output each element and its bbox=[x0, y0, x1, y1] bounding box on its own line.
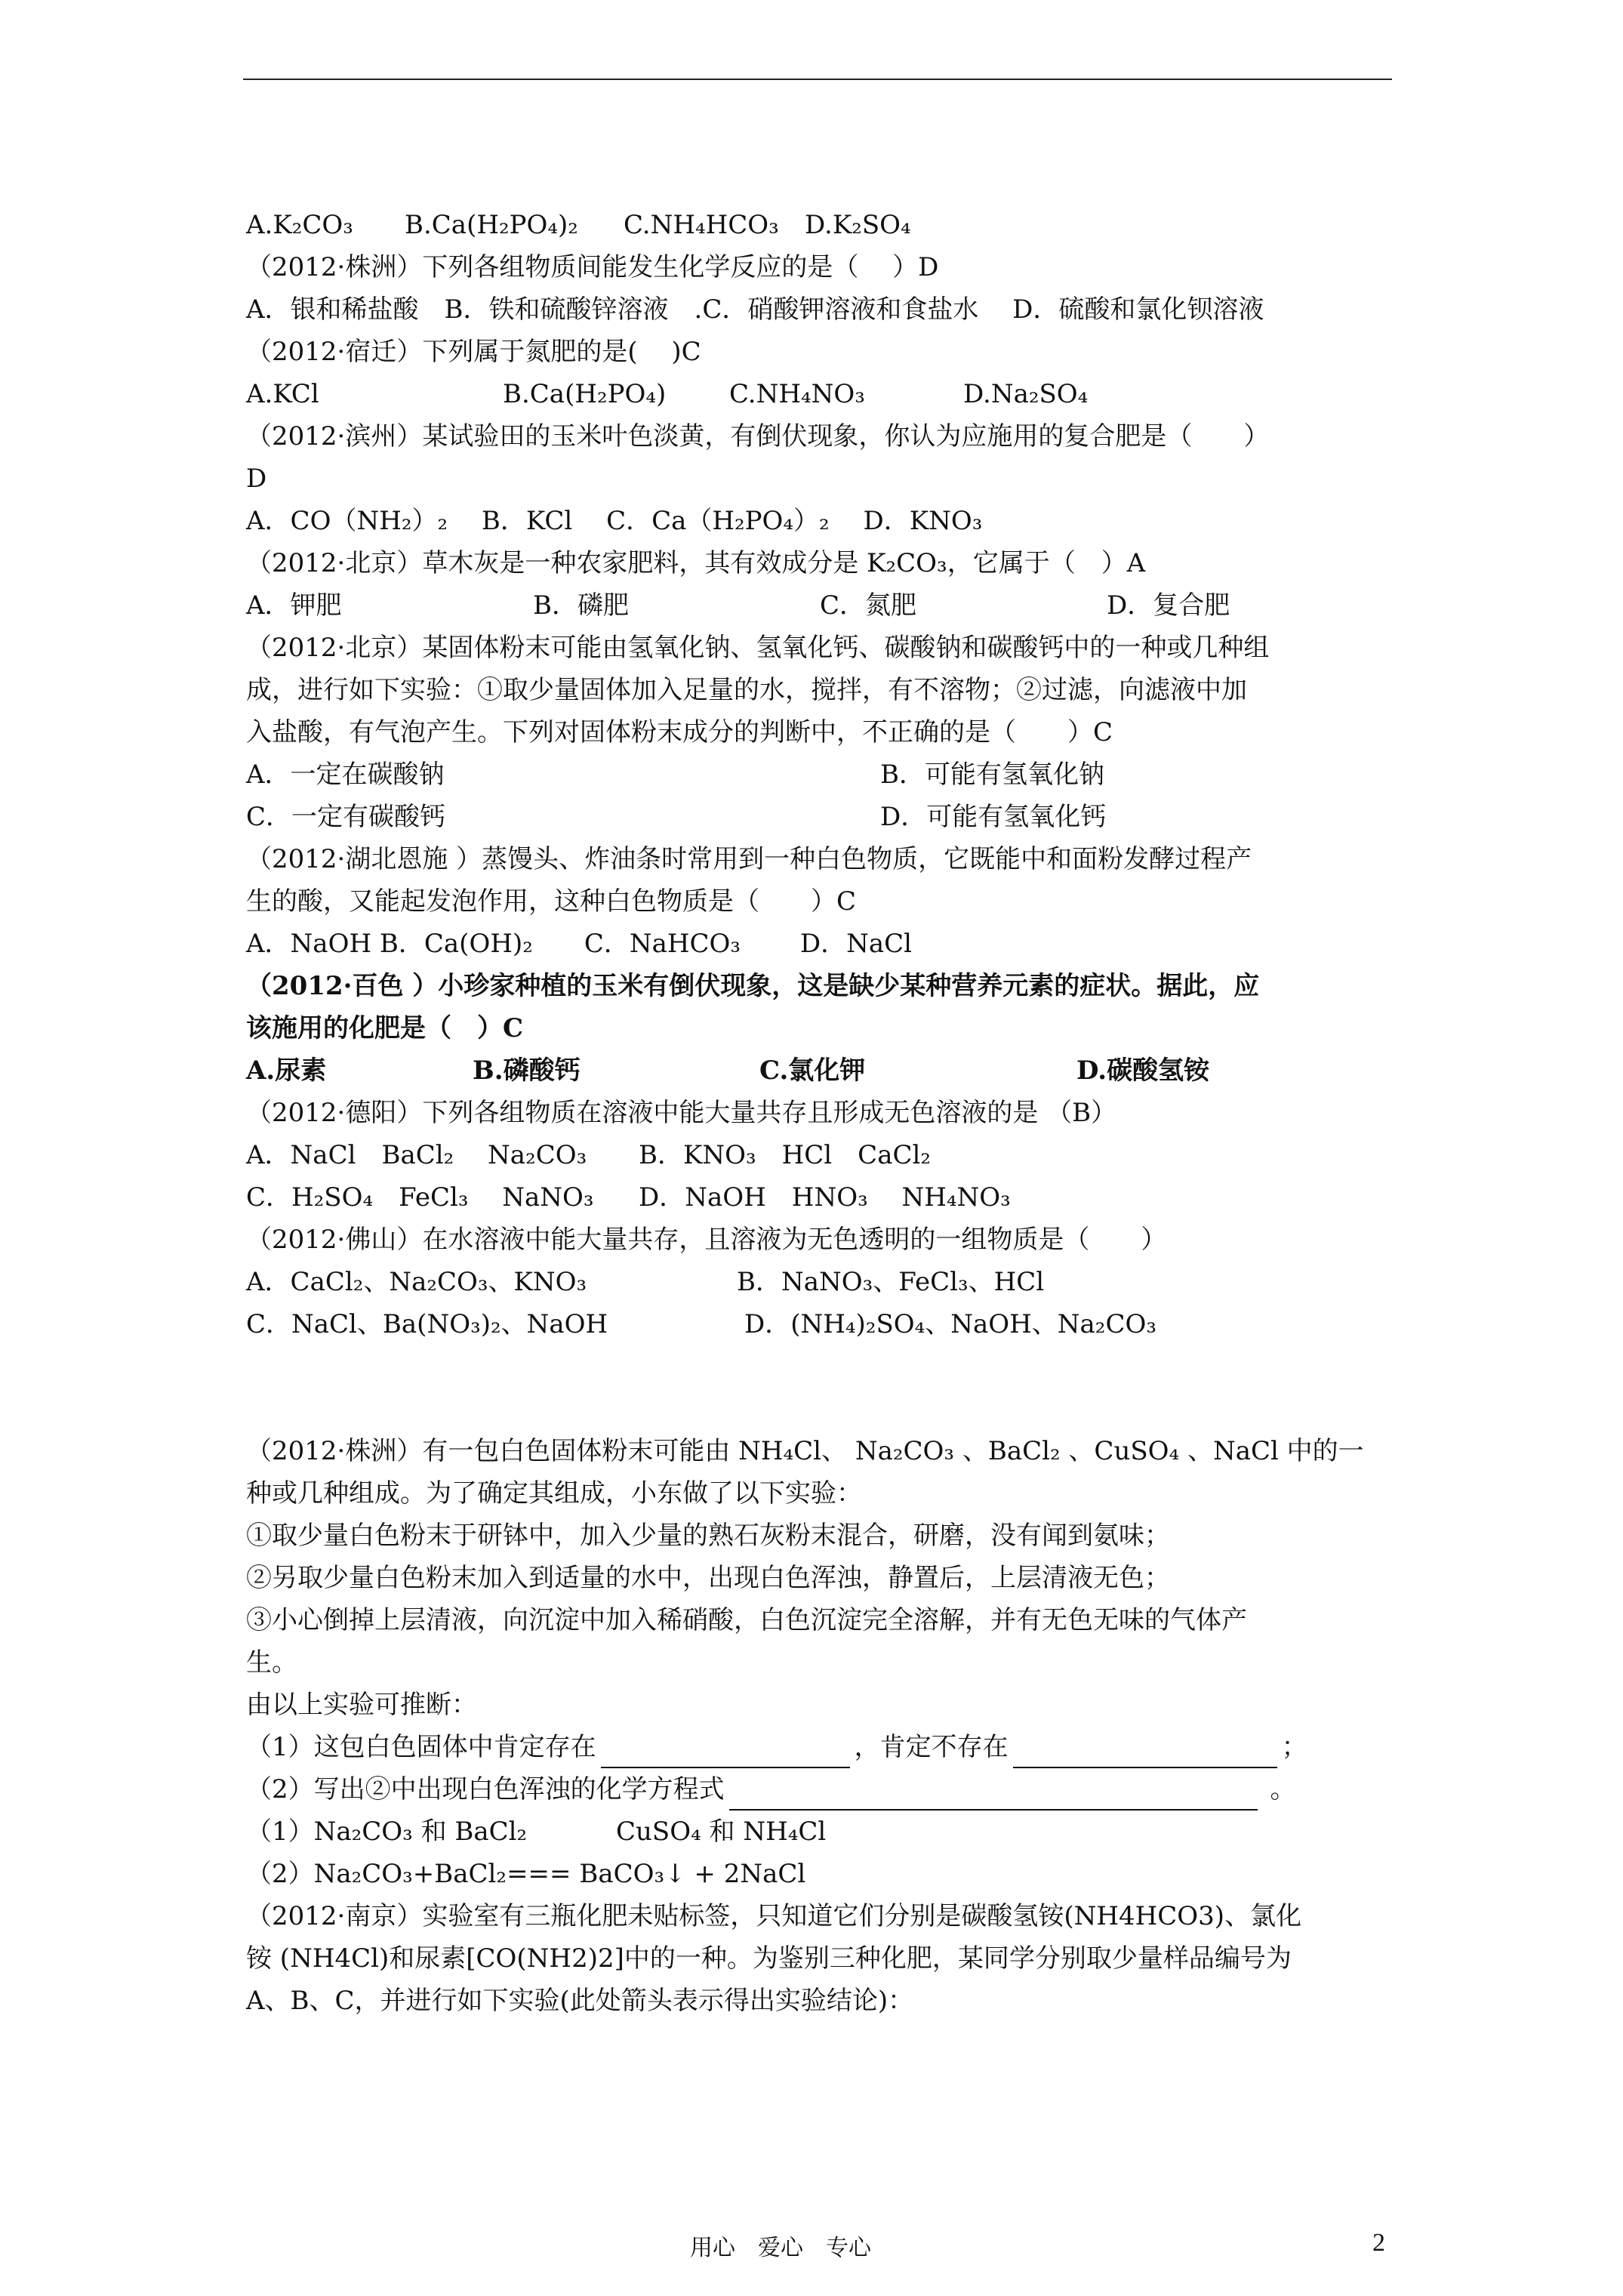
text-line bbox=[246, 711, 1409, 754]
question-block bbox=[246, 204, 1409, 1726]
line-text: A．NaCl BaCl₂ Na₂CO₃ bbox=[246, 1140, 587, 1170]
line-text: A．NaOH B．Ca(OH)₂ C．NaHCO₃ D．NaCl bbox=[246, 929, 913, 959]
line-text: B.磷酸钙 bbox=[473, 1056, 581, 1086]
line-text: A.尿素 bbox=[246, 1056, 327, 1086]
line-text: （2012·佛山）在水溶液中能大量共存，且溶液为无色透明的一组物质是（ ） bbox=[246, 1225, 1167, 1255]
blank-text: ，肯定不存在 bbox=[854, 1732, 1009, 1762]
text-line bbox=[246, 965, 1409, 1007]
line-text: C.NH₄NO₃ bbox=[729, 379, 865, 409]
line-text: A、B、C，并进行如下实验(此处箭头表示得出实验结论)： bbox=[246, 1986, 914, 2016]
text-line bbox=[246, 204, 1409, 246]
line-text: ②另取少量白色粉末加入到适量的水中，出现白色浑浊，静置后，上层清液无色； bbox=[246, 1563, 1170, 1593]
page-number: 2 bbox=[1372, 2229, 1385, 2257]
line-text: CuSO₄ 和 NH₄Cl bbox=[616, 1817, 827, 1847]
line-text: （2012·株洲）下列各组物质间能发生化学反应的是（ ）D bbox=[246, 252, 939, 282]
line-text: 种或几种组成。为了确定其组成，小东做了以下实验： bbox=[246, 1478, 862, 1509]
line-text: A.K₂CO₃ bbox=[246, 210, 353, 240]
text-line bbox=[246, 1049, 1409, 1092]
blank-text: ； bbox=[1281, 1732, 1307, 1762]
blank-text: （1）这包白色固体中肯定存在 bbox=[246, 1732, 596, 1762]
line-text: B.Ca(H₂PO₄) bbox=[503, 379, 667, 409]
line-text: D.K₂SO₄ bbox=[805, 210, 911, 240]
line-text: （2012·百色 ）小珍家种植的玉米有倒伏现象，这是缺少某种营养元素的症状。据此，应 bbox=[246, 971, 1260, 1001]
line-text: D bbox=[246, 464, 267, 494]
line-text: （2012·株洲）有一包白色固体粉末可能由 NH₄Cl、 Na₂CO₃ 、BaCl₂ 、CuSO₄ 、NaCl 中的一 bbox=[246, 1436, 1364, 1466]
line-text: 入盐酸，有气泡产生。下列对固体粉末成分的判断中，不正确的是（ ）C bbox=[246, 717, 1113, 747]
text-line bbox=[246, 1684, 1409, 1726]
line-text: A．钾肥 bbox=[246, 590, 342, 621]
text-line bbox=[246, 331, 1409, 373]
line-text: （2012·南京）实验室有三瓶化肥未贴标签，只知道它们分别是碳酸氢铵(NH4HCO3)、氯化 bbox=[246, 1901, 1302, 1931]
text-line bbox=[246, 1472, 1409, 1515]
line-text: 铵 (NH4Cl)和尿素[CO(NH2)2]中的一种。为鉴别三种化肥，某同学分别取少量样品编号为 bbox=[246, 1943, 1292, 1974]
text-line bbox=[246, 796, 1409, 838]
line-text: 该施用的化肥是（ ）C bbox=[246, 1013, 524, 1043]
line-text: 成，进行如下实验：①取少量固体加入足量的水，搅拌，有不溶物；②过滤，向滤液中加 bbox=[246, 675, 1247, 705]
text-line bbox=[246, 880, 1409, 923]
line-text: （2012·北京）草木灰是一种农家肥料，其有效成分是 K₂CO₃，它属于（ ）A bbox=[246, 548, 1146, 578]
fill-blank-line bbox=[246, 1726, 1409, 1768]
line-text: C．氮肥 bbox=[820, 590, 917, 621]
fill-blank-line bbox=[246, 1768, 1409, 1811]
line-text: D．NaOH HNO₃ NH₄NO₃ bbox=[639, 1182, 1011, 1213]
text-line bbox=[246, 1515, 1409, 1557]
text-line bbox=[246, 1895, 1409, 1937]
line-text: D.碳酸氢铵 bbox=[1076, 1056, 1210, 1086]
text-line bbox=[246, 1599, 1409, 1641]
line-text: A．CaCl₂、Na₂CO₃、KNO₃ bbox=[246, 1267, 587, 1297]
line-text: D．复合肥 bbox=[1107, 590, 1230, 621]
line-text: D．(NH₄)₂SO₄、NaOH、Na₂CO₃ bbox=[744, 1309, 1156, 1339]
header-rule bbox=[243, 79, 1392, 80]
line-text: （2012·宿迁）下列属于氮肥的是( )C bbox=[246, 337, 701, 367]
text-line bbox=[246, 923, 1409, 965]
line-text: （2012·北京）某固体粉末可能由氢氧化钠、氢氧化钙、碳酸钠和碳酸钙中的一种或几种组 bbox=[246, 633, 1270, 663]
line-text: C．H₂SO₄ FeCl₃ NaNO₃ bbox=[246, 1182, 594, 1213]
text-line bbox=[246, 1937, 1409, 1980]
line-text: （2012·德阳）下列各组物质在溶液中能大量共存且形成无色溶液的是 （B） bbox=[246, 1098, 1117, 1128]
line-text: C．一定有碳酸钙 bbox=[246, 802, 446, 832]
line-text: 生的酸，又能起发泡作用，这种白色物质是（ ）C bbox=[246, 886, 857, 917]
text-line bbox=[246, 1007, 1409, 1049]
line-text: A．一定在碳酸钠 bbox=[246, 760, 445, 790]
line-text: （2012·滨州）某试验田的玉米叶色淡黄，有倒伏现象，你认为应施用的复合肥是（ ） bbox=[246, 421, 1270, 451]
line-text: C.NH₄HCO₃ bbox=[624, 210, 779, 240]
text-line bbox=[246, 1176, 1409, 1219]
answer-blank[interactable] bbox=[601, 1737, 850, 1768]
answer-blank[interactable] bbox=[1013, 1737, 1277, 1768]
text-line bbox=[246, 1219, 1409, 1261]
text-line bbox=[246, 584, 1409, 627]
text-line bbox=[246, 288, 1409, 331]
line-text: 生。 bbox=[246, 1647, 297, 1678]
line-text: B．可能有氢氧化钠 bbox=[880, 760, 1104, 790]
text-line bbox=[246, 1557, 1409, 1599]
text-line bbox=[246, 669, 1409, 711]
text-line bbox=[246, 754, 1409, 796]
text-line bbox=[246, 1811, 1409, 1853]
line-text: B．磷肥 bbox=[533, 590, 629, 621]
line-text: （2）Na₂CO₃+BaCl₂=== BaCO₃↓ + 2NaCl bbox=[246, 1859, 806, 1889]
text-line bbox=[246, 246, 1409, 288]
text-line bbox=[246, 500, 1409, 542]
text-line bbox=[246, 415, 1409, 458]
line-text: D.Na₂SO₄ bbox=[963, 379, 1089, 409]
blank-text: 。 bbox=[1261, 1774, 1296, 1804]
text-line bbox=[246, 1853, 1409, 1895]
line-text: D．可能有氢氧化钙 bbox=[880, 802, 1107, 832]
line-text: B．NaNO₃、FeCl₃、HCl bbox=[737, 1267, 1045, 1297]
line-text: （1）Na₂CO₃ 和 BaCl₂ bbox=[246, 1817, 528, 1847]
answer-blank[interactable] bbox=[729, 1779, 1258, 1811]
line-text: B．KNO₃ HCl CaCl₂ bbox=[639, 1140, 931, 1170]
line-text: A．银和稀盐酸 B．铁和硫酸锌溶液 .C．硝酸钾溶液和食盐水 D．硫酸和氯化钡溶液 bbox=[246, 294, 1264, 325]
text-line bbox=[246, 1303, 1409, 1345]
text-line bbox=[246, 373, 1409, 415]
document-body bbox=[246, 204, 1409, 2022]
footer-motto: 用心 爱心 专心 bbox=[690, 2235, 871, 2261]
text-line bbox=[246, 458, 1409, 500]
text-line bbox=[246, 627, 1409, 669]
text-line bbox=[246, 838, 1409, 880]
text-line bbox=[246, 1980, 1409, 2022]
text-line bbox=[246, 1345, 1409, 1388]
text-line bbox=[246, 1134, 1409, 1176]
question-block bbox=[246, 1811, 1409, 2022]
line-text: C.氯化钾 bbox=[759, 1056, 866, 1086]
line-text: 由以上实验可推断： bbox=[246, 1690, 477, 1720]
line-text: A.KCl bbox=[246, 379, 319, 409]
line-text: ③小心倒掉上层清液，向沉淀中加入稀硝酸，白色沉淀完全溶解，并有无色无味的气体产 bbox=[246, 1605, 1247, 1635]
text-line bbox=[246, 1641, 1409, 1684]
line-text: ①取少量白色粉末于研钵中，加入少量的熟石灰粉末混合，研磨，没有闻到氨味； bbox=[246, 1521, 1170, 1551]
text-line bbox=[246, 1388, 1409, 1430]
line-text: A．CO（NH₂）₂ B．KCl C．Ca（H₂PO₄）₂ D．KNO₃ bbox=[246, 506, 983, 536]
text-line bbox=[246, 1261, 1409, 1303]
text-line bbox=[246, 542, 1409, 584]
text-line bbox=[246, 1092, 1409, 1134]
text-line bbox=[246, 1430, 1409, 1472]
blank-text: （2）写出②中出现白色浑浊的化学方程式 bbox=[246, 1774, 725, 1804]
line-text: C．NaCl、Ba(NO₃)₂、NaOH bbox=[246, 1309, 608, 1339]
line-text: （2012·湖北恩施 ）蒸馒头、炸油条时常用到一种白色物质，它既能中和面粉发酵过程产 bbox=[246, 844, 1252, 874]
line-text: B.Ca(H₂PO₄)₂ bbox=[405, 210, 578, 240]
